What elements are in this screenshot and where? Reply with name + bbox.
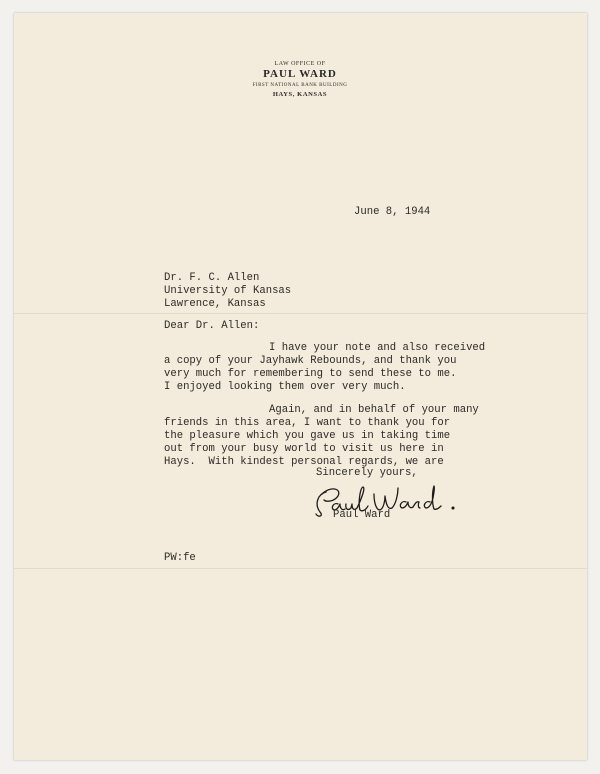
paragraph-2-line: Hays. With kindest personal regards, we are — [164, 456, 444, 468]
complimentary-close: Sincerely yours, — [316, 467, 418, 479]
recipient-city: Lawrence, Kansas — [164, 298, 266, 310]
paper-fold-line — [14, 568, 587, 569]
recipient-org: University of Kansas — [164, 285, 292, 297]
salutation: Dear Dr. Allen: — [164, 320, 260, 332]
reference-initials: PW:fe — [164, 552, 196, 564]
paragraph-1-line: I enjoyed looking them over very much. — [164, 381, 406, 393]
paragraph-2-line: Again, and in behalf of your many — [269, 404, 479, 416]
letterhead-law-office: LAW OFFICE OF — [274, 61, 326, 67]
letterhead-building: FIRST NATIONAL BANK BUILDING — [252, 83, 348, 88]
letter-date: June 8, 1944 — [354, 206, 431, 218]
recipient-name: Dr. F. C. Allen — [164, 272, 260, 284]
letterhead-name: PAUL WARD — [263, 68, 337, 80]
signer-name: Paul Ward — [333, 509, 391, 521]
paragraph-2-line: friends in this area, I want to thank you for — [164, 417, 451, 429]
paragraph-2-line: out from your busy world to visit us here in — [164, 443, 444, 455]
paragraph-1-line: very much for remembering to send these to me. — [164, 368, 457, 380]
paragraph-1-line: I have your note and also received — [269, 342, 486, 354]
paragraph-1-line: a copy of your Jayhawk Rebounds, and thank you — [164, 355, 457, 367]
letterhead-city: HAYS, KANSAS — [272, 91, 328, 98]
paragraph-2-line: the pleasure which you gave us in taking time — [164, 430, 451, 442]
paper-fold-line — [14, 313, 587, 314]
